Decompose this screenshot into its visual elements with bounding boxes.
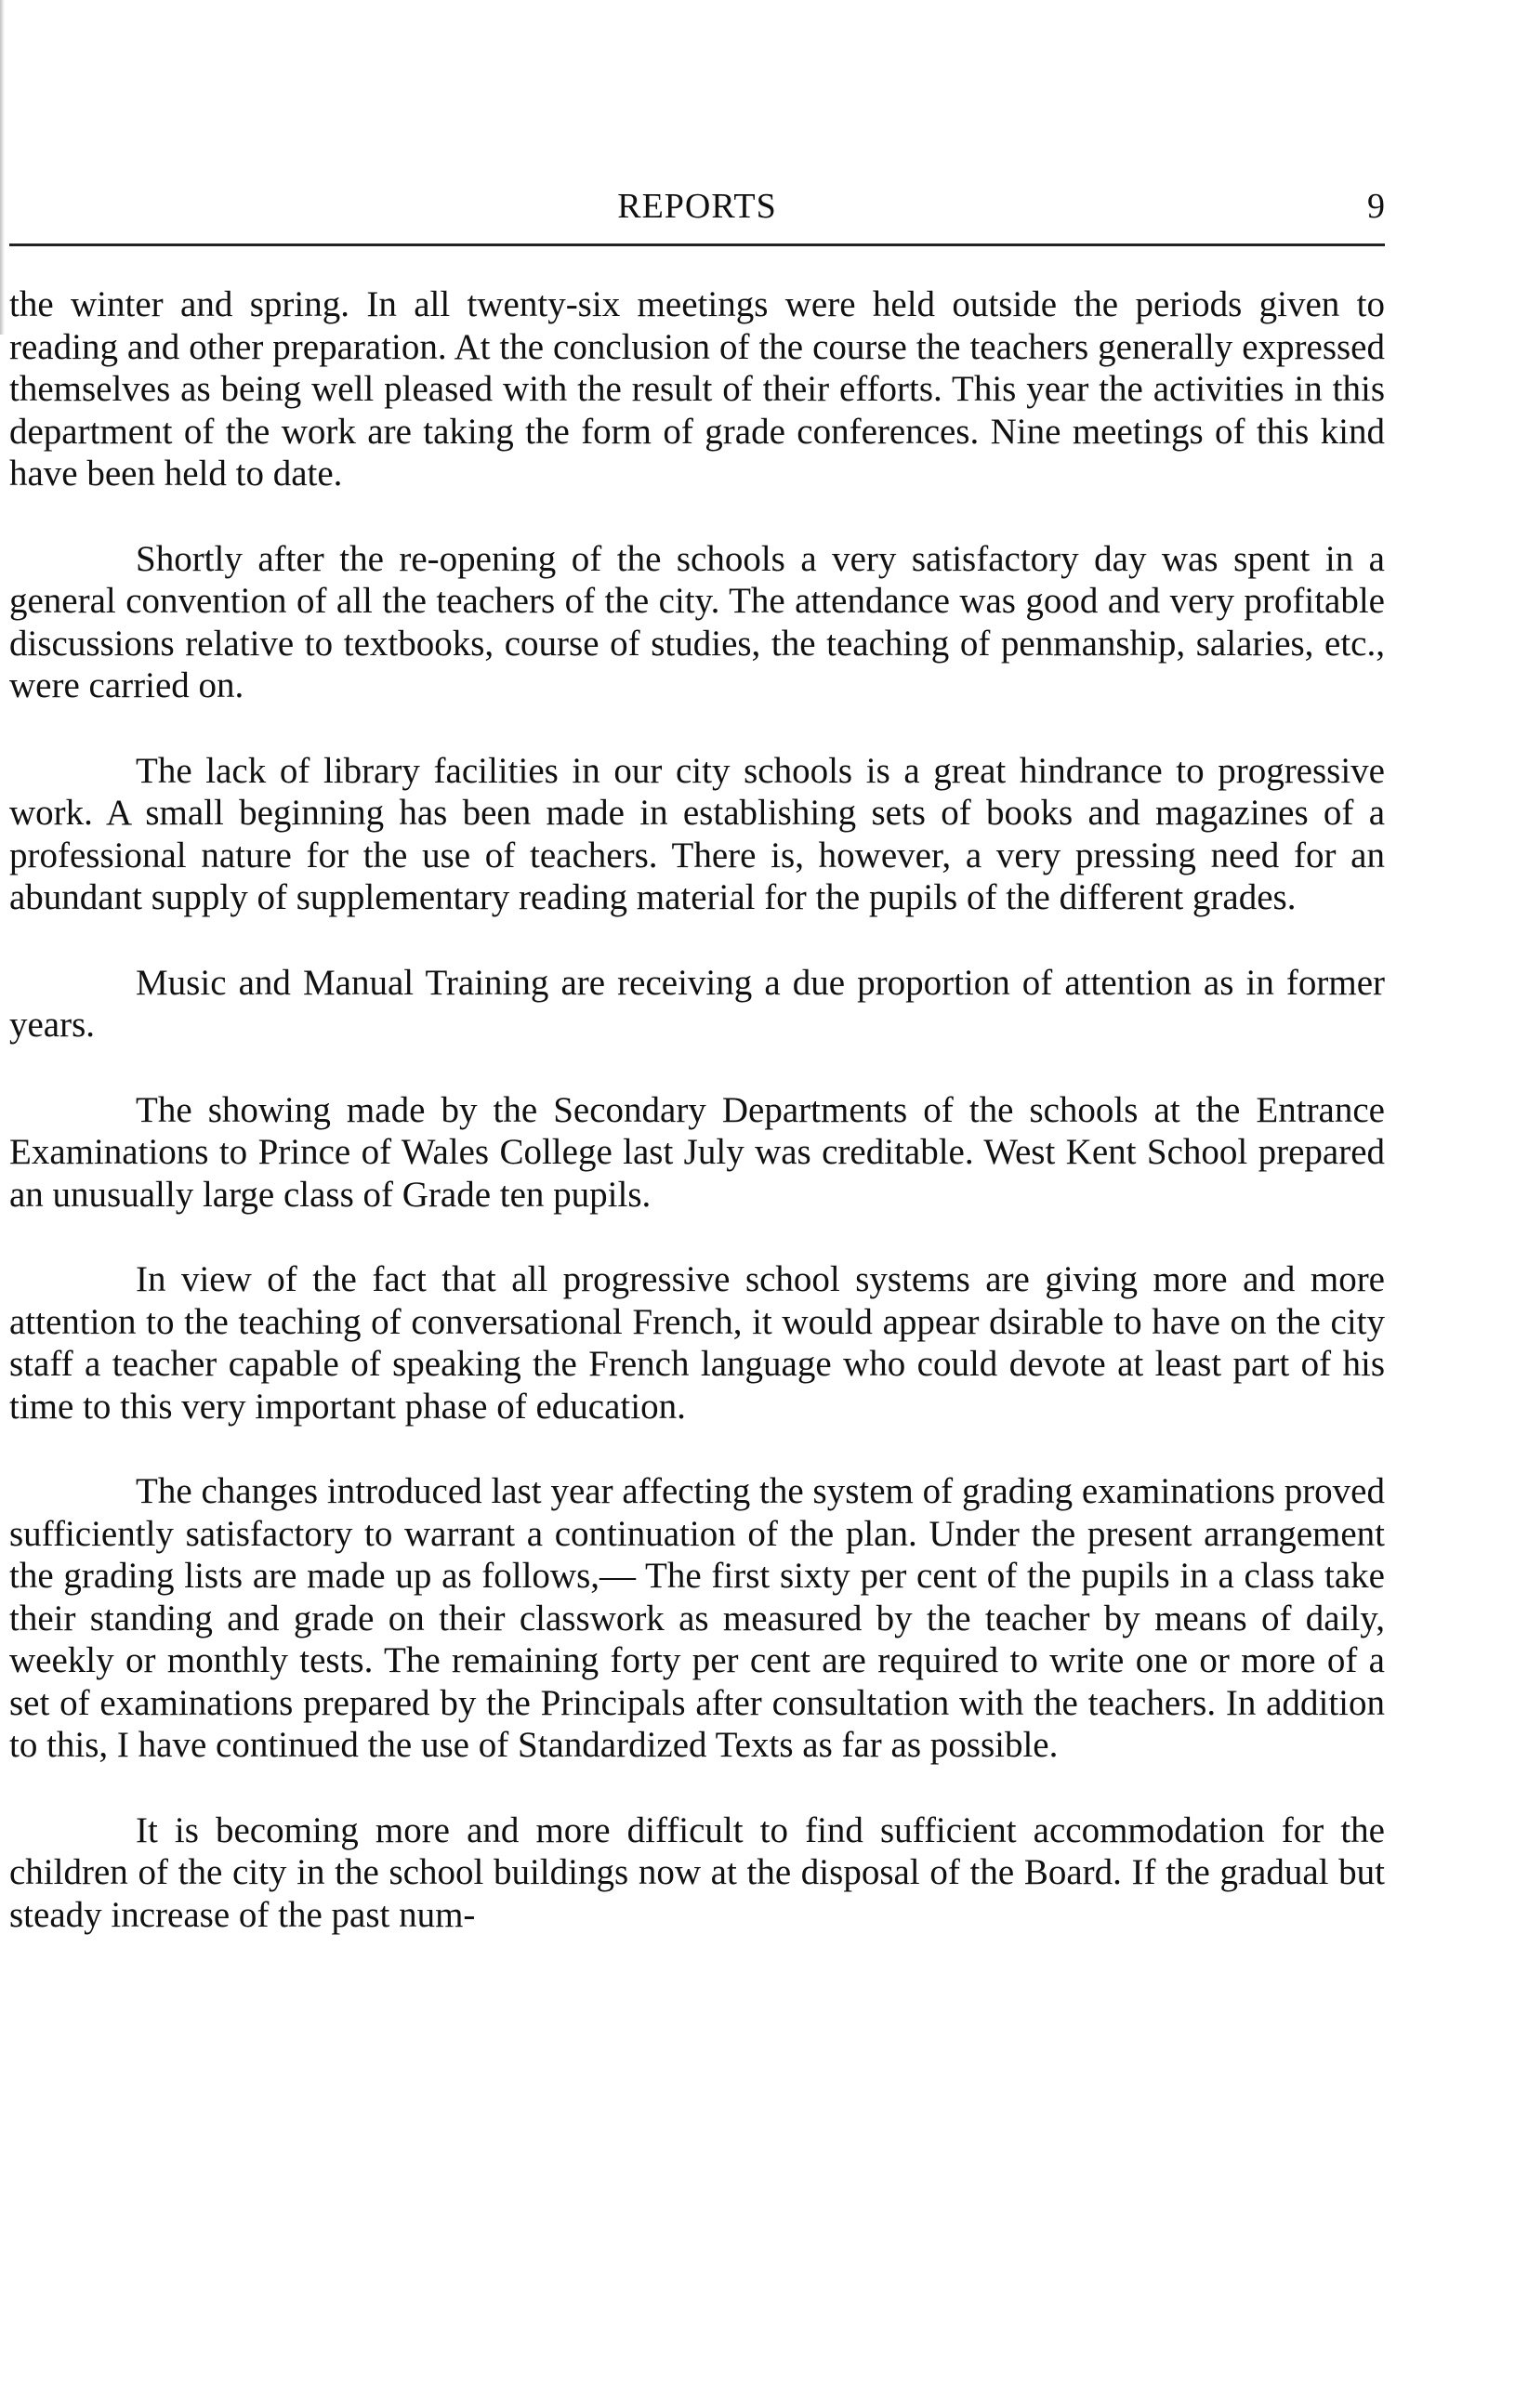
paragraph-continued: the winter and spring. In all twenty-six meetings were held outside the periods given to reading and other preparation. At the conclusion of the course the teachers generally expressed themselves as being well pleased with the result of their efforts. This year the activities in this department of the work are taking the form of grade conferences. Nine meetings of this kind have been held to date.	[9, 284, 1385, 493]
paragraph-library: The lack of library facilities in our city schools is a great hindrance to progressive work. A small beginning has been made in establishing sets of books and magazines of a professional nature for the use of teachers. There is, however, a very pressing need for an abundant supply of supplementary reading material for the pupils of the different grades.	[9, 750, 1385, 917]
paragraph-convention: Shortly after the re-opening of the schools a very satisfactory day was spent in a general convention of all the teachers of the city. The attendance was good and very profitable discussions relative to textbooks, course of studies, the teaching of penmanship, salaries, etc., were carried on.	[9, 538, 1385, 705]
paragraph-grading: The changes introduced last year affecting the system of grading examinations proved sufficiently satisfactory to warrant a continuation of the plan. Under the present arrangement the grading lists are made up as follows,— The first sixty per cent of the pupils in a class take their standing and grade on their classwork as measured by the teacher by means of daily, weekly or monthly tests. The remaining forty per cent are required to write one or more of a set of examinations prepared by the Principals after consultation with the teachers. In addition to this, I have continued the use of Standardized Texts as far as possible.	[9, 1471, 1385, 1765]
paragraph-music-training: Music and Manual Training are receiving a due proportion of attention as in former years.	[9, 962, 1385, 1045]
page-number: 9	[1367, 187, 1385, 226]
paragraph-secondary-departments: The showing made by the Secondary Departments of the schools at the Entrance Examinations to Prince of Wales College last July was creditable. West Kent School prepared an unusually large class of Grade ten pupils.	[9, 1089, 1385, 1215]
header-rule	[9, 243, 1385, 246]
paragraph-accommodation: It is becoming more and more difficult to find sufficient accommodation for the children of the city in the school buildings now at the disposal of the Board. If the gradual but steady increase of the past num-	[9, 1809, 1385, 1935]
page-header	[9, 186, 1385, 243]
scan-edge-shadow	[0, 0, 5, 335]
running-title: REPORTS	[617, 187, 777, 226]
paragraph-french: In view of the fact that all progressive school systems are giving more and more attention to the teaching of conversational French, it would appear dsirable to have on the city staff a teacher capable of speaking the French language who could devote at least part of his time to this very important phase of education.	[9, 1259, 1385, 1427]
body-text	[9, 283, 1385, 1979]
